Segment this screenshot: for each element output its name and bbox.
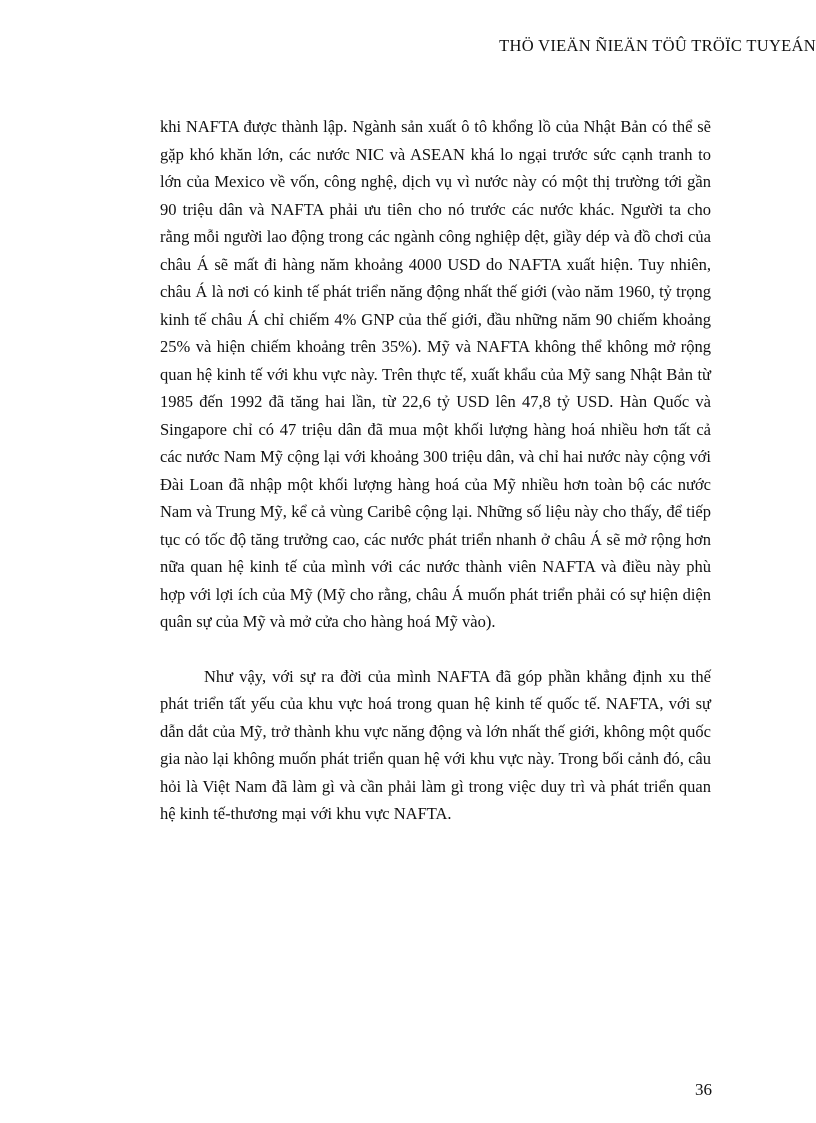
document-body	[160, 113, 711, 828]
body-paragraph-2: Như vậy, với sự ra đời của mình NAFTA đã góp phần khẳng định xu thế phát triển tất yếu của khu vực hoá trong quan hệ kinh tế quốc tế. NAFTA, với sự dẫn dắt của Mỹ, trở thành khu vực năng động và lớn nhất thế giới, không một quốc gia nào lại không muốn phát triển quan hệ với khu vực này. Trong bối cảnh đó, câu hỏi là Việt Nam đã làm gì và cần phải làm gì trong việc duy trì và phát triển quan hệ kinh tế-thương mại với khu vực NAFTA.	[160, 666, 711, 823]
body-paragraph-1: khi NAFTA được thành lập. Ngành sản xuất ô tô khổng lồ của Nhật Bản có thể sẽ gặp khó khăn lớn, các nước NIC và ASEAN khá lo ngại trước sức cạnh tranh to lớn của Mexico về vốn, công nghệ, dịch vụ vì nước này có một thị trường tới gần 90 triệu dân và NAFTA phải ưu tiên cho nó trước các nước khác. Người ta cho rằng mỗi người lao động trong các ngành công nghiệp dệt, giầy dép và đồ chơi của châu Á sẽ mất đi hàng năm khoảng 4000 USD do NAFTA xuất hiện. Tuy nhiên, châu Á là nơi có kinh tế phát triển năng động nhất thế giới (vào năm 1960, tỷ trọng kinh tế châu Á chỉ chiếm 4% GNP của thế giới, đầu những năm 90 chiếm khoảng 25% và hiện chiếm khoảng trên 35%). Mỹ và NAFTA không thể không mở rộng quan hệ kinh tế với khu vực này. Trên thực tế, xuất khẩu của Mỹ sang Nhật Bản từ 1985 đến 1992 đã tăng hai lần, từ 22,6 tỷ USD lên 47,8 tỷ USD. Hàn Quốc và Singapore chỉ có 47 triệu dân đã mua một khối lượng hàng hoá nhiều hơn tất cả các nước Nam Mỹ cộng lại với khoảng 300 triệu dân, và chỉ hai nước này cộng với Đài Loan đã nhập một khối lượng hàng hoá của Mỹ nhiều hơn toàn bộ các nước Nam và Trung Mỹ, kể cả vùng Caribê cộng lại. Những số liệu này cho thấy, để tiếp tục có tốc độ tăng trưởng cao, các nước phát triển nhanh ở châu Á sẽ mở rộng hơn nữa quan hệ kinh tế của mình với các nước thành viên NAFTA và điều này phù hợp với lợi ích của Mỹ (Mỹ cho rằng, châu Á muốn phát triển phải có sự hiện diện quân sự của Mỹ và mở cửa cho hàng hoá Mỹ vào).	[160, 117, 711, 631]
page-number: 36	[695, 1080, 712, 1099]
running-header: THÖ VIEÄN ÑIEÄN TÖÛ TRÖÏC TUYEÁN	[499, 36, 816, 55]
